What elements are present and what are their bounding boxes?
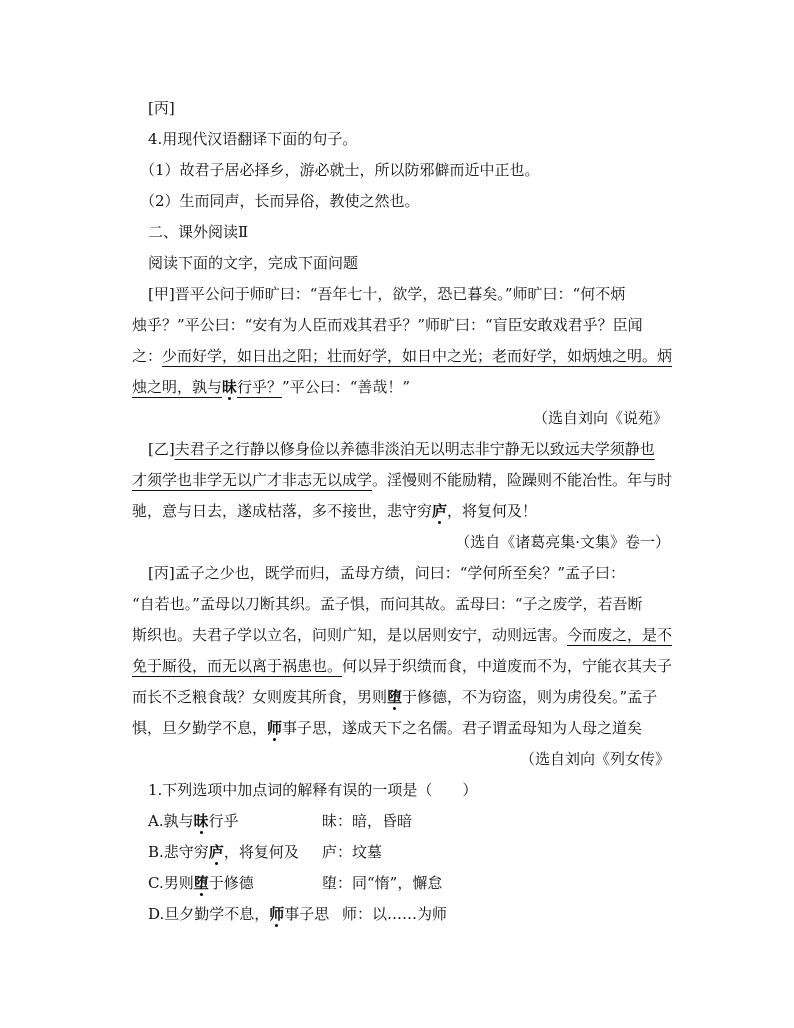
option-text: ，将复何及: [223, 843, 299, 861]
underlined-text: [132, 378, 282, 396]
plain-text: 驰，意与日去，遂成枯落，多不接世，悲守穷: [132, 502, 433, 520]
passage-yi-line: [0, 496, 794, 526]
option-text: B.悲守穷: [148, 843, 209, 861]
passage-jia-line: [0, 279, 794, 309]
passage-text: [丙]孟子之少也，既学而归，孟母方绩，问曰：“学何所至矣？”孟子曰：: [148, 564, 626, 582]
section-heading: [0, 217, 794, 247]
passage-text: [132, 620, 672, 650]
plain-text: 。淫慢则不能励精，险躁则不能冶性。年与时: [372, 471, 673, 489]
passage-bing-line: [0, 620, 794, 650]
underlined-part: 烛之明，孰与: [132, 378, 223, 396]
source-text: （选自《诸葛亮集·文集》卷一）: [455, 533, 670, 551]
plain-text: ，将复何及！: [447, 502, 538, 520]
source-citation: [0, 744, 794, 774]
option-b: [0, 837, 794, 867]
plain-text: ”平公曰：“善哉！”: [282, 378, 411, 396]
passage-yi-line: [0, 465, 794, 495]
underlined-text: 少而好学，如日出之阳；壮而好学，如日中之光；老而好学，如炳烛之明。炳: [162, 347, 673, 365]
plain-text: 之：: [132, 347, 163, 365]
dotted-word: 庐: [432, 496, 447, 526]
question-4-text: 4.用现代汉语翻译下面的句子。: [148, 130, 358, 148]
source-citation: [0, 403, 794, 433]
option-text: 于修德: [208, 874, 254, 892]
option-text: D.旦夕勤学不息，: [148, 905, 270, 923]
source-text: （选自刘向《列女传》: [519, 750, 670, 768]
option-text: 行乎: [208, 812, 239, 830]
instruction: [0, 248, 794, 278]
dotted-word: 庐: [209, 837, 224, 867]
passage-text: [132, 651, 672, 681]
passage-text: 烛乎？”平公曰：“安有为人臣而戏其君乎？”师旷曰：“盲臣安敢戏君乎？臣闻: [132, 316, 643, 334]
passage-jia-line: [0, 341, 794, 371]
option-text: C.男则: [148, 874, 194, 892]
passage-bing-line: [0, 682, 794, 712]
passage-bing-line: [0, 558, 794, 588]
source-citation: [0, 527, 794, 557]
passage-text: [132, 465, 672, 495]
passage-jia-line: [0, 310, 794, 340]
plain-text: 斯织也。夫君子学以立名，问则广知，是以居则安宁，动则远害。: [132, 626, 568, 644]
option-b-gloss: 庐：坟墓: [322, 843, 383, 861]
dotted-word: 堕: [387, 682, 402, 712]
section-label-bing: [0, 93, 794, 123]
dotted-word: 师: [269, 899, 284, 929]
option-a-sentence: [148, 806, 239, 836]
sentence-2-text: （2）生而同声，长而异俗，教使之然也。: [140, 192, 420, 210]
question-1: [0, 775, 794, 805]
plain-text: 而长不乏粮食哉？女则废其所食，男则: [132, 688, 388, 706]
passage-bing-line: [0, 713, 794, 743]
sentence-1-text: （1）故君子居必择乡，游必就士，所以防邪僻而近中正也。: [140, 161, 540, 179]
underlined-text: 免于厮役，而无以离于祸患也。: [132, 657, 343, 675]
option-a: [0, 806, 794, 836]
plain-text: 于修德，不为窃盗，则为虏役矣。”孟子: [402, 688, 658, 706]
option-c: [0, 868, 794, 898]
question-4: [0, 124, 794, 154]
option-text: 事子思: [284, 905, 330, 923]
sentence-1: [0, 155, 794, 185]
dotted-word: 师: [267, 713, 282, 743]
option-d-sentence: [148, 899, 329, 929]
passage-text: [148, 434, 655, 464]
underlined-text: 今而废之，是不: [567, 626, 673, 644]
passage-text: “自若也。”孟母以刀断其织。孟子惧，而问其故。孟母曰：“子之废学，若吾断: [132, 595, 643, 613]
dotted-word: 堕: [194, 868, 209, 898]
instruction-text: 阅读下面的文字，完成下面问题: [148, 254, 359, 272]
underlined-text: 夫君子之行静以修身俭以养德非淡泊无以明志非宁静无以致远夫学须静也: [174, 440, 655, 458]
source-text: （选自刘向《说苑》: [532, 409, 668, 427]
passage-bing-line: [0, 589, 794, 619]
passage-bing-line: [0, 651, 794, 681]
underlined-text: 才须学也非学无以广才非志无以成学: [132, 471, 373, 489]
option-a-gloss: 昧：暗，昏暗: [322, 812, 413, 830]
sentence-2: [0, 186, 794, 216]
option-d-gloss: 师：以……为师: [342, 905, 448, 923]
plain-text: 事子思，遂成天下之名儒。君子谓孟母知为人母之道矣: [282, 719, 643, 737]
underlined-part: 行乎？: [237, 378, 283, 396]
passage-text: [132, 496, 537, 526]
section-label-text: [丙]: [148, 99, 175, 117]
dotted-word: 昧: [222, 372, 237, 402]
passage-jia-line: [0, 372, 794, 402]
plain-text: 惧，旦夕勤学不息，: [132, 719, 268, 737]
passage-yi-line: [0, 434, 794, 464]
passage-text: [132, 713, 642, 743]
dotted-word: 昧: [194, 806, 209, 836]
plain-text: 何以异于织绩而食，中道废而不为，宁能衣其夫子: [342, 657, 673, 675]
passage-text: [132, 372, 410, 402]
passage-text: [132, 682, 657, 712]
question-1-text: 1.下列选项中加点词的解释有误的一项是（ ）: [148, 781, 478, 799]
plain-text: [乙]: [148, 440, 175, 458]
option-text: A.孰与: [148, 812, 194, 830]
option-c-gloss: 堕：同“惰”，懈怠: [322, 874, 443, 892]
section-heading-text: 二、课外阅读Ⅱ: [148, 223, 249, 241]
option-b-sentence: [148, 837, 299, 867]
option-c-sentence: [148, 868, 254, 898]
passage-text: [甲]晋平公问于师旷曰：“吾年七十，欲学，恐已暮矣。”师旷曰：“何不炳: [148, 285, 626, 303]
option-d: [0, 899, 794, 929]
passage-text: [132, 341, 672, 371]
